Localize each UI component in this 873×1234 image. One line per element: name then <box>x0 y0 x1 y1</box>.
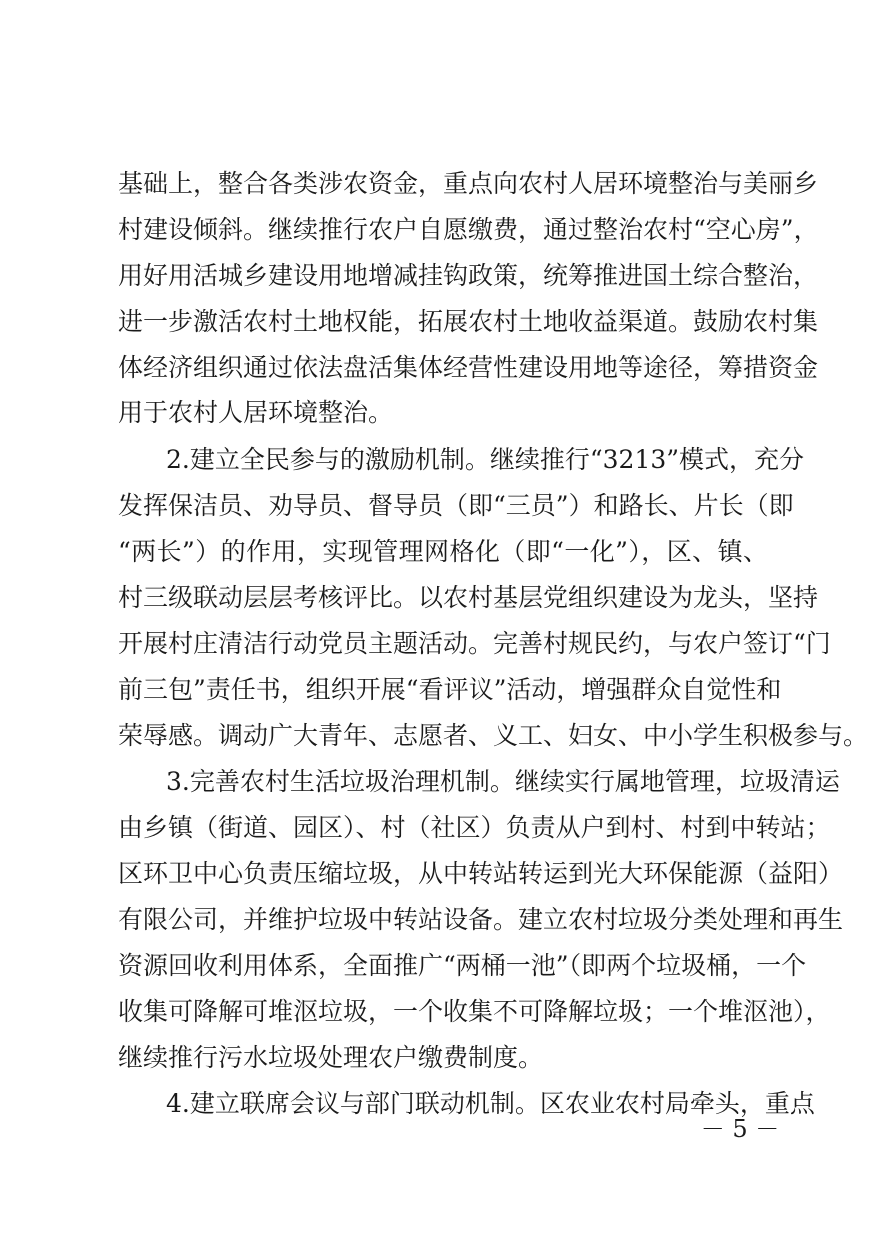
paragraph-heading-3: 3.完善农村生活垃圾治理机制。继续实行属地管理，垃圾清运 <box>166 767 840 796</box>
text-line: 村建设倾斜。继续推行农户自愿缴费，通过整治农村“空心房”， <box>118 215 819 244</box>
text-line: 收集可降解可堆沤垃圾，一个收集不可降解垃圾；一个堆沤池）， <box>118 997 831 1026</box>
text-line: 开展村庄清洁行动党员主题活动。完善村规民约，与农户签订“门 <box>118 629 831 658</box>
text-line: 资源回收利用体系，全面推广“两桶一池”（即两个垃圾桶，一个 <box>118 951 807 980</box>
text-line: 继续推行污水垃圾处理农户缴费制度。 <box>118 1043 544 1072</box>
text-line: 荣辱感。调动广大青年、志愿者、义工、妇女、中小学生积极参与。 <box>118 721 869 750</box>
text-line: 发挥保洁员、劝导员、督导员（即“三员”）和路长、片长（即 <box>118 491 794 520</box>
text-line: “两长”）的作用，实现管理网格化（即“一化”），区、镇、 <box>118 537 768 566</box>
text-line: 区环卫中心负责压缩垃圾，从中转站转运到光大环保能源（益阳） <box>118 859 844 888</box>
text-line: 进一步激活农村土地权能，拓展农村土地收益渠道。鼓励农村集 <box>118 307 819 336</box>
text-line: 用好用活城乡建设用地增减挂钩政策，统筹推进国土综合整治， <box>118 261 819 290</box>
text-line: 有限公司，并维护垃圾中转站设备。建立农村垃圾分类处理和再生 <box>118 905 844 934</box>
paragraph-heading-4: 4.建立联席会议与部门联动机制。区农业农村局牵头，重点 <box>166 1089 815 1118</box>
text-line: 村三级联动层层考核评比。以农村基层党组织建设为龙头，坚持 <box>118 583 819 612</box>
paragraph-heading-2: 2.建立全民参与的激励机制。继续推行“3213”模式，充分 <box>166 445 805 474</box>
text-line: 前三包”责任书，组织开展“看评议”活动，增强群众自觉性和 <box>118 675 782 704</box>
text-line: 基础上，整合各类涉农资金，重点向农村人居环境整治与美丽乡 <box>118 169 819 198</box>
page-number: － 5 － <box>700 1115 780 1143</box>
text-line: 体经济组织通过依法盘活集体经营性建设用地等途径，筹措资金 <box>118 353 819 382</box>
text-line: 由乡镇（街道、园区）、村（社区）负责从户到村、村到中转站； <box>118 813 831 842</box>
text-line: 用于农村人居环境整治。 <box>118 398 394 427</box>
